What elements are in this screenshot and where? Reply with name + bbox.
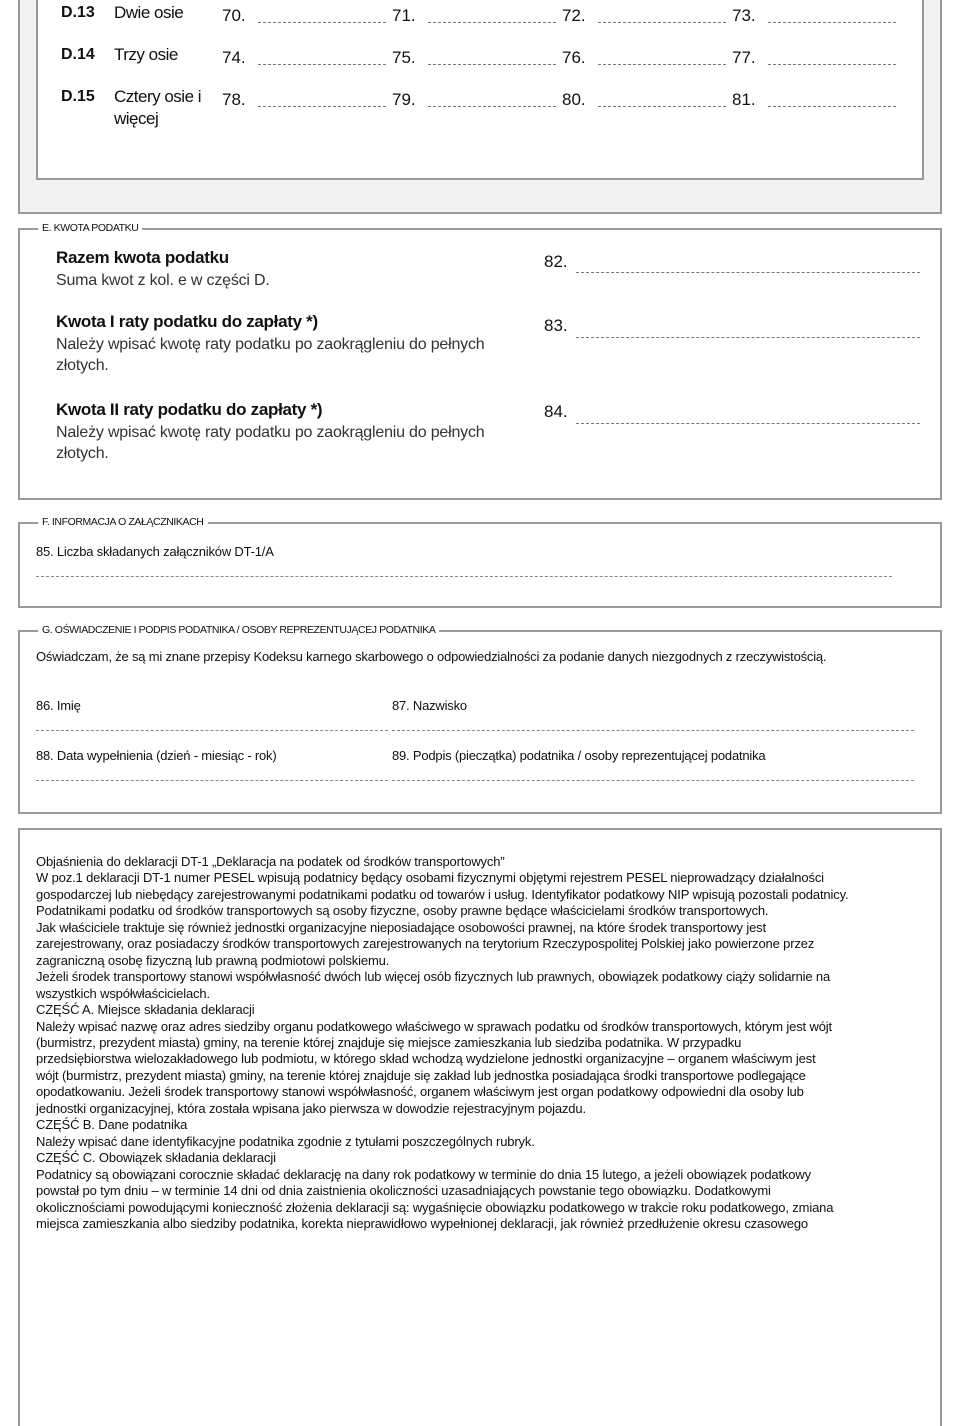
input-line[interactable] [258, 22, 386, 23]
table-row [38, 44, 926, 88]
note-line: wszystkich współwłaścicielach. [36, 985, 210, 1001]
input-line[interactable] [258, 64, 386, 65]
field-number: 75. [392, 48, 416, 67]
input-line[interactable] [428, 106, 556, 107]
section-d-table [36, 0, 924, 180]
input-line[interactable] [258, 106, 386, 107]
table-row [38, 2, 926, 46]
input-line[interactable] [598, 64, 726, 65]
field-number: 82. [544, 252, 568, 271]
input-line[interactable] [598, 106, 726, 107]
note-line: gospodarczej lub niebędący zarejestrowanymi podatnikami podatku od towarów i usług. Identyfikator podatkowy NIP wpisują pozostali podatnicy. [36, 886, 849, 902]
note-line: Należy wpisać dane identyfikacyjne podatnika zgodnie z tytułami poszczególnych rubryk. [36, 1133, 535, 1149]
note-line: Podatnikami podatku od środków transportowych są osoby fizyczne, osoby prawne będące właścicielami środków transportowych. [36, 903, 769, 919]
first-installment-input[interactable] [576, 337, 920, 338]
second-installment-input[interactable] [576, 423, 920, 424]
note-line: Jeżeli środek transportowy stanowi współwłasność dwóch lub więcej osób fizycznych lub prawnych, obowiązek podatkowy ciąży solidarnie na [36, 969, 831, 985]
notes-body [36, 854, 928, 1232]
note-line: okolicznościami powodującymi konieczność złożenia deklaracji są: wygaśnięcie obowiązku podatkowego w trakcie roku podatkowego, zmiana [36, 1199, 834, 1215]
note-line: miejsca zamieszkania albo siedziby podatnika, korekta nieprawidłowo wypełnionej deklaracji, jak również przedłużenie okresu czasowego [36, 1215, 809, 1231]
row-code: D.13 [61, 4, 95, 21]
note-line: CZĘŚĆ C. Obowiązek składania deklaracji [36, 1150, 276, 1166]
last-name-input[interactable] [392, 730, 914, 731]
input-line[interactable] [768, 106, 896, 107]
section-f [18, 516, 942, 608]
note-line: przedsiębiorstwa wielozakładowego lub podmiotu, w którego skład wchodzą wydzielone jednostki organizacyjne – organem właściwym jest [36, 1051, 816, 1067]
signature-label: 89. Podpis (pieczątka) podatnika / osoby reprezentującej podatnika [392, 748, 766, 763]
row-label: Dwie osie [114, 3, 184, 22]
field-number: 77. [732, 48, 756, 67]
note-line: CZĘŚĆ B. Dane podatnika [36, 1117, 188, 1133]
input-line[interactable] [768, 64, 896, 65]
section-d-outer-frame [18, 0, 942, 214]
total-tax-label: Razem kwota podatku [56, 248, 229, 267]
field-number: 80. [562, 90, 586, 109]
first-installment-desc: Należy wpisać kwotę raty podatku po zaokrągleniu do pełnych złotych. [56, 336, 485, 374]
note-line: opodatkowaniu. Jeżeli środek transportowy stanowi współwłasność, organem właściwym jest organ podatkowy odpowiedni dla osoby lub [36, 1084, 804, 1100]
second-installment-desc: Należy wpisać kwotę raty podatku po zaokrągleniu do pełnych złotych. [56, 424, 485, 462]
field-number: 84. [544, 402, 568, 421]
total-tax-input[interactable] [576, 272, 920, 273]
last-name-label: 87. Nazwisko [392, 698, 467, 713]
input-line[interactable] [428, 64, 556, 65]
note-line: W poz.1 deklaracji DT-1 numer PESEL wpisują podatnicy będący osobami fizycznymi objętymi rejestrem PESEL nieprowadzący działalności [36, 870, 824, 886]
row-code: D.14 [61, 46, 95, 63]
attachments-count-label: 85. Liczba składanych załączników DT-1/A [36, 544, 274, 559]
field-number: 78. [222, 90, 246, 109]
first-installment-label: Kwota I raty podatku do zapłaty *) [56, 312, 318, 331]
field-number: 73. [732, 6, 756, 25]
first-name-label: 86. Imię [36, 698, 81, 713]
section-e [18, 222, 942, 500]
field-number: 74. [222, 48, 246, 67]
note-line: zarejestrowany, oraz posiadaczy środków transportowych zarejestrowanych na terytorium Rzeczypospolitej Polskiej jako powierzone przez [36, 936, 815, 952]
fill-date-label: 88. Data wypełnienia (dzień - miesiąc - rok) [36, 748, 277, 763]
input-line[interactable] [428, 22, 556, 23]
row-label: Trzy osie [114, 45, 178, 64]
signature-input[interactable] [392, 780, 914, 781]
note-line: Objaśnienia do deklaracji DT-1 „Deklaracja na podatek od środków transportowych” [36, 854, 505, 869]
row-code: D.15 [61, 88, 95, 105]
note-line: CZĘŚĆ A. Miejsce składania deklaracji [36, 1002, 255, 1018]
attachments-count-input[interactable] [36, 576, 892, 577]
field-number: 72. [562, 6, 586, 25]
note-line: jednostki organizacyjnej, która została wpisana jako pierwsza w dowodzie rejestracyjnym pojazdu. [36, 1100, 586, 1116]
section-title: E. KWOTA PODATKU [38, 222, 142, 234]
row-label: Cztery osie i więcej [114, 87, 202, 128]
input-line[interactable] [768, 22, 896, 23]
note-line: Jak właściciele traktuje się również jednostki organizacyjne nieposiadające osobowości prawnej, na które środek transportowy jest [36, 919, 766, 935]
note-line: Należy wpisać nazwę oraz adres siedziby organu podatkowego właściwego w sprawach podatku od środków transportowych, którym jest wójt [36, 1018, 832, 1034]
field-number: 79. [392, 90, 416, 109]
total-tax-desc: Suma kwot z kol. e w części D. [56, 272, 270, 289]
section-title: G. OŚWIADCZENIE I PODPIS PODATNIKA / OSOBY REPREZENTUJĄCEJ PODATNIKA [38, 624, 439, 636]
note-line: powstał po tym dniu – w terminie 14 dni od dnia zaistnienia okoliczności uzasadniających powstanie tego obowiązku. Dodatkowymi [36, 1183, 771, 1199]
first-name-input[interactable] [36, 730, 388, 731]
declaration-statement: Oświadczam, że są mi znane przepisy Kodeksu karnego skarbowego o odpowiedzialności za podanie danych niezgodnych z rzeczywistością. [36, 649, 827, 664]
fill-date-input[interactable] [36, 780, 388, 781]
note-line: wójt (burmistrz, prezydent miasta) gminy, na terenie której znajduje się zakład lub jednostka posiadająca środki transportowe podlegające [36, 1067, 806, 1083]
note-line: (burmistrz, prezydent miasta) gminy, na terenie której znajduje się miejsce zamieszkania lub siedziba podatnika. W przypadku [36, 1034, 742, 1050]
field-number: 70. [222, 6, 246, 25]
field-number: 71. [392, 6, 416, 25]
table-row [38, 86, 926, 130]
field-number: 81. [732, 90, 756, 109]
note-line: zagraniczną osobę fizyczną lub prawną podmiotowi polskiemu. [36, 952, 390, 968]
section-g [18, 624, 942, 814]
field-number: 83. [544, 316, 568, 335]
second-installment-label: Kwota II raty podatku do zapłaty *) [56, 400, 323, 419]
section-title: F. INFORMACJA O ZAŁĄCZNIKACH [38, 516, 208, 528]
explanatory-notes [18, 828, 942, 1426]
field-number: 76. [562, 48, 586, 67]
note-line: Podatnicy są obowiązani corocznie składać deklarację na dany rok podatkowy w terminie do dnia 15 lutego, a jeżeli obowiązek podatkowy [36, 1166, 811, 1182]
input-line[interactable] [598, 22, 726, 23]
